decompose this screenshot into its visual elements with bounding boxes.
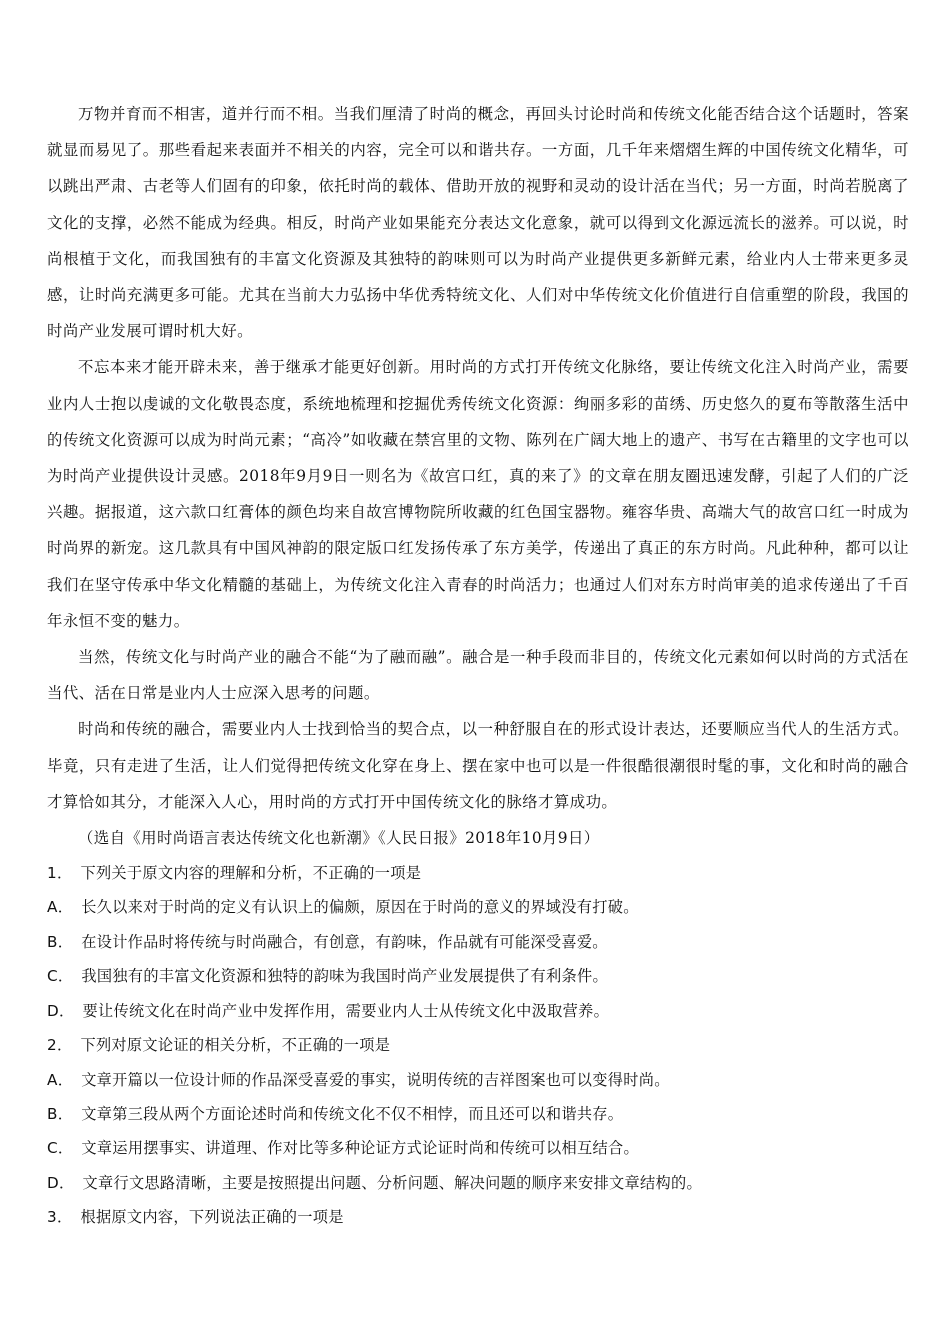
option-label: C． xyxy=(47,967,74,986)
question-2 xyxy=(47,1028,909,1200)
option-b[interactable] xyxy=(47,925,909,959)
passage-source: （选自《用时尚语言表达传统文化也新潮》《人民日报》2018年10月9日） xyxy=(78,829,600,848)
question-number: 3． xyxy=(47,1208,73,1227)
question-stem xyxy=(47,856,909,890)
question-stem-text: 下列关于原文内容的理解和分析，不正确的一项是 xyxy=(80,864,422,883)
question-3 xyxy=(47,1200,909,1234)
option-text: 在设计作品时将传统与时尚融合，有创意，有韵味，作品就有可能深受喜爱。 xyxy=(81,932,608,951)
option-text: 文章第三段从两个方面论述时尚和传统文化不仅不相悖，而且还可以和谐共存。 xyxy=(81,1104,624,1123)
option-label: D． xyxy=(47,1173,75,1192)
exam-page xyxy=(47,96,909,1235)
option-text: 长久以来对于时尚的定义有认识上的偏颇，原因在于时尚的意义的界域没有打破。 xyxy=(81,898,639,917)
passage-paragraph-1: 万物并育而不相害，道并行而不相。当我们厘清了时尚的概念，再回头讨论时尚和传统文化能否结合这个话题时，答案就显而易见了。那些看起来表面并不相关的内容，完全可以和谐共存。一方面，几千年来熠熠生辉的中国传统文化精华，可以跳出严肃、古老等人们固有的印象，依托时尚的载体、借助开放的视野和灵动的设计活在当代；另一方面，时尚若脱离了文化的支撑，必然不能成为经典。相反，时尚产业如果能充分表达文化意象，就可以得到文化源远流长的滋养。可以说，时尚根植于文化，而我国独有的丰富文化资源及其独特的韵味则可以为时尚产业提供更多新鲜元素，给业内人士带来更多灵感，让时尚充满更多可能。尤其在当前大力弘扬中华优秀特统文化、人们对中华传统文化价值进行自信重塑的阶段，我国的时尚产业发展可谓时机大好。 xyxy=(47,105,909,341)
question-1 xyxy=(47,856,909,1028)
passage-paragraph-4: 时尚和传统的融合，需要业内人士找到恰当的契合点，以一种舒服自在的形式设计表达，还要顺应当代人的生活方式。毕竟，只有走进了生活，让人们觉得把传统文化穿在身上、摆在家中也可以是一件很酷很潮很时髦的事，文化和时尚的融合才算恰如其分，才能深入人心，用时尚的方式打开中国传统文化的脉络才算成功。 xyxy=(47,720,909,811)
passage-paragraph-2: 不忘本来才能开辟未来，善于继承才能更好创新。用时尚的方式打开传统文化脉络，要让传统文化注入时尚产业，需要业内人士抱以虔诚的文化敬畏态度，系统地梳理和挖掘优秀传统文化资源：绚丽多彩的苗绣、历史悠久的夏布等散落生活中的传统文化资源可以成为时尚元素；“高冷”如收藏在禁宫里的文物、陈列在广阔大地上的遗产、书写在古籍里的文字也可以为时尚产业提供设计灵感。2018年9月9日一则名为《故宫口红，真的来了》的文章在朋友圈迅速发酵，引起了人们的广泛兴趣。据报道，这六款口红膏体的颜色均来自故宫博物院所收藏的红色国宝器物。雍容华贵、高端大气的故宫口红一时成为时尚界的新宠。这几款具有中国风神韵的限定版口红发扬传承了东方美学，传递出了真正的东方时尚。凡此种种，都可以让我们在坚守传承中华文化精髓的基础上，为传统文化注入青春的时尚活力；也通过人们对东方时尚审美的追求传递出了千百年永恒不变的魅力。 xyxy=(47,358,909,630)
reading-passage xyxy=(47,96,909,820)
question-stem xyxy=(47,1200,909,1234)
question-stem xyxy=(47,1028,909,1062)
option-label: A． xyxy=(47,1070,74,1089)
option-d[interactable] xyxy=(47,994,909,1028)
option-d[interactable] xyxy=(47,1166,909,1200)
option-label: D． xyxy=(47,1001,75,1020)
passage-paragraph-3: 当然，传统文化与时尚产业的融合不能“为了融而融”。融合是一种手段而非目的，传统文化元素如何以时尚的方式活在当代、活在日常是业内人士应深入思考的问题。 xyxy=(47,648,909,703)
option-c[interactable] xyxy=(47,959,909,993)
option-text: 要让传统文化在时尚产业中发挥作用，需要业内人士从传统文化中汲取营养。 xyxy=(82,1001,610,1020)
question-stem-text: 下列对原文论证的相关分析，不正确的一项是 xyxy=(80,1036,391,1055)
question-number: 1． xyxy=(47,864,73,883)
option-c[interactable] xyxy=(47,1131,909,1165)
option-label: B． xyxy=(47,932,74,951)
option-text: 文章运用摆事实、讲道理、作对比等多种论证方式论证时尚和传统可以相互结合。 xyxy=(81,1139,639,1158)
option-label: C． xyxy=(47,1139,74,1158)
option-text: 我国独有的丰富文化资源和独特的韵味为我国时尚产业发展提供了有利条件。 xyxy=(81,967,608,986)
question-number: 2． xyxy=(47,1036,73,1055)
option-b[interactable] xyxy=(47,1097,909,1131)
question-list xyxy=(47,856,909,1234)
option-a[interactable] xyxy=(47,1063,909,1097)
option-text: 文章开篇以一位设计师的作品深受喜爱的事实，说明传统的吉祥图案也可以变得时尚。 xyxy=(81,1070,670,1089)
option-label: B． xyxy=(47,1104,74,1123)
question-stem-text: 根据原文内容，下列说法正确的一项是 xyxy=(80,1208,344,1227)
option-label: A． xyxy=(47,898,74,917)
option-text: 文章行文思路清晰，主要是按照提出问题、分析问题、解决问题的顺序来安排文章结构的。 xyxy=(82,1173,702,1192)
option-a[interactable] xyxy=(47,890,909,924)
